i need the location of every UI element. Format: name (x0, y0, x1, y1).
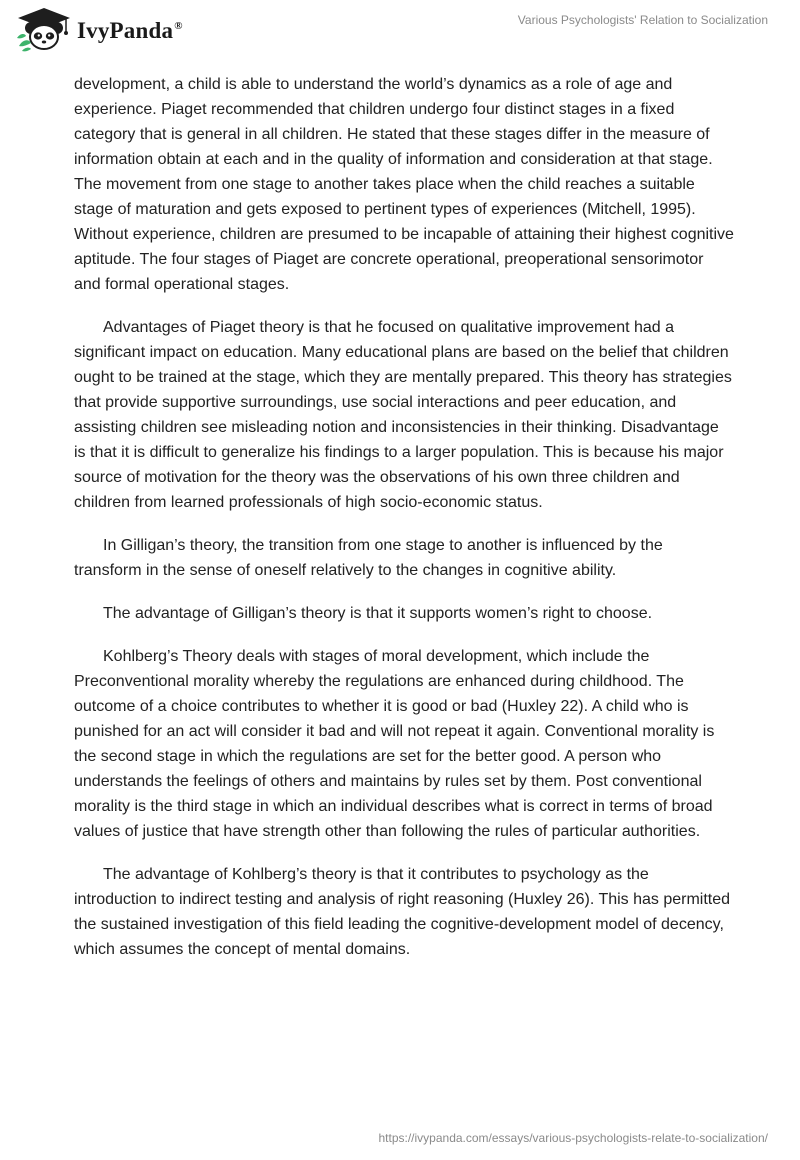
paragraph-3: In Gilligan’s theory, the transition from one stage to another is influenced by the transform in the sense of oneself relatively to the changes in cognitive ability. (74, 537, 663, 579)
panda-graduation-cap-icon (14, 6, 74, 52)
essay-body (74, 72, 734, 980)
paragraph-5: Kohlberg’s Theory deals with stages of moral development, which include the Preconventional morality whereby the regulations are enhanced during childhood. The outcome of a choice contributes to whether it is good or bad (Huxley 22). A child who is punished for an act will consider it bad and will not repeat it again. Conventional morality is the second stage in which the regulations are set for the better good. A person who understands the feelings of others and maintains by rules set by them. Post conventional morality is the third stage in which an individual describes what is correct in terms of broad values of justice that have strength other than following the rules of particular authorities. (74, 648, 715, 840)
paragraph-1: development, a child is able to understand the world’s dynamics as a role of age and experience. Piaget recommended that children undergo four distinct stages in a fixed category that is general in all children. He stated that these stages differ in the measure of information obtain at each and in the quality of information and consideration at that stage. The movement from one stage to another takes place when the child reaches a suitable stage of maturation and gets exposed to pertinent types of experiences (Mitchell, 1995). Without experience, children are presumed to be incapable of attaining their highest cognitive aptitude. The four stages of Piaget are concrete operational, preoperational sensorimotor and formal operational stages. (74, 76, 734, 293)
document-title: Various Psychologists' Relation to Socialization (517, 13, 768, 27)
brand-name: IvyPanda® (77, 18, 183, 43)
paragraph-6: The advantage of Kohlberg’s theory is that it contributes to psychology as the introduction to indirect testing and analysis of right reasoning (Huxley 26). This has permitted the sustained investigation of this field leading the cognitive-development model of decency, which assumes the concept of mental domains. (74, 866, 731, 958)
paragraph-4: The advantage of Gilligan’s theory is that it supports women’s right to choose. (103, 605, 653, 622)
paragraph-2: Advantages of Piaget theory is that he focused on qualitative improvement had a significant impact on education. Many educational plans are based on the belief that children ought to be trained at the stage, which they are mentally prepared. This theory has strategies that provide supportive surroundings, use social interactions and peer education, and assisting children see misleading notion and inconsistencies in their thinking. Disadvantage is that it is difficult to generalize his findings to a larger population. This is because his major source of motivation for the theory was the observations of his own three children and children from learned professionals of high socio-economic status. (74, 319, 732, 511)
registered-mark: ® (174, 20, 183, 33)
source-url[interactable]: https://ivypanda.com/essays/various-psychologists-relate-to-socialization/ (378, 1131, 768, 1145)
page-header (0, 0, 800, 60)
ivypanda-logo[interactable] (14, 6, 183, 52)
